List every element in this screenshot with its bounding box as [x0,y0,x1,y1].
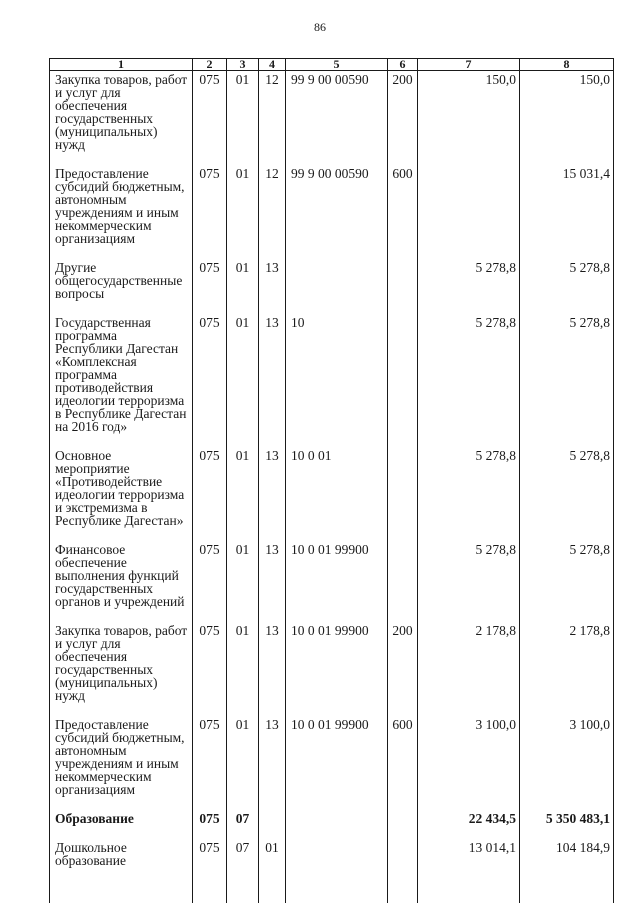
table-header-row [50,59,614,71]
cell-amount-8: 3 100,0 [520,716,614,810]
cell-section: 01 [227,716,259,810]
cell-name: Государственная программа Республики Дагестан «Комплексная программа противодействия идеологии терроризма в Республике Дагестан на 2016 год» [50,314,193,447]
cell-ministry: 075 [193,541,227,622]
table-row [50,839,614,903]
table-row [50,541,614,622]
cell-target-item [286,839,388,903]
cell-name: Предоставление субсидий бюджетным, автономным учреждениям и иным некоммерческим организациям [50,165,193,259]
cell-target-item: 10 0 01 [286,447,388,541]
cell-section: 01 [227,447,259,541]
column-header: 7 [418,59,520,71]
cell-amount-8: 2 178,8 [520,622,614,716]
table-row [50,716,614,810]
cell-subsection: 13 [259,314,286,447]
cell-expense-type: 200 [388,71,418,166]
cell-expense-type [388,447,418,541]
cell-target-item: 10 0 01 99900 [286,716,388,810]
cell-amount-7: 13 014,1 [418,839,520,903]
cell-section: 01 [227,622,259,716]
cell-section: 01 [227,71,259,166]
cell-name: Образование [50,810,193,839]
cell-section: 01 [227,259,259,314]
cell-target-item [286,810,388,839]
cell-amount-8: 5 350 483,1 [520,810,614,839]
cell-expense-type [388,259,418,314]
cell-ministry: 075 [193,810,227,839]
cell-section: 01 [227,314,259,447]
table-row [50,71,614,166]
cell-name: Основное мероприятие «Противодействие идеологии терроризма и экстремизма в Республике Дагестан» [50,447,193,541]
cell-amount-7: 2 178,8 [418,622,520,716]
table-row [50,622,614,716]
cell-section: 01 [227,541,259,622]
cell-ministry: 075 [193,839,227,903]
cell-amount-7 [418,165,520,259]
table-row [50,314,614,447]
table-row-section-total [50,810,614,839]
cell-amount-7: 22 434,5 [418,810,520,839]
cell-subsection: 12 [259,71,286,166]
column-header: 3 [227,59,259,71]
column-header: 4 [259,59,286,71]
cell-target-item: 99 9 00 00590 [286,165,388,259]
cell-amount-7: 150,0 [418,71,520,166]
cell-subsection: 01 [259,839,286,903]
cell-ministry: 075 [193,314,227,447]
cell-section: 07 [227,839,259,903]
cell-subsection: 13 [259,259,286,314]
cell-amount-7: 5 278,8 [418,447,520,541]
cell-target-item: 10 0 01 99900 [286,541,388,622]
cell-amount-7: 5 278,8 [418,541,520,622]
cell-name: Финансовое обеспечение выполнения функций государственных органов и учреждений [50,541,193,622]
column-header: 6 [388,59,418,71]
cell-amount-7: 3 100,0 [418,716,520,810]
cell-target-item: 99 9 00 00590 [286,71,388,166]
column-header: 5 [286,59,388,71]
cell-target-item: 10 0 01 99900 [286,622,388,716]
cell-amount-7: 5 278,8 [418,259,520,314]
cell-subsection: 13 [259,541,286,622]
cell-subsection [259,810,286,839]
cell-ministry: 075 [193,716,227,810]
cell-expense-type [388,314,418,447]
cell-subsection: 13 [259,716,286,810]
cell-amount-8: 15 031,4 [520,165,614,259]
cell-amount-8: 5 278,8 [520,447,614,541]
cell-target-item [286,259,388,314]
cell-ministry: 075 [193,447,227,541]
cell-section: 07 [227,810,259,839]
cell-expense-type: 600 [388,165,418,259]
cell-expense-type [388,839,418,903]
budget-table [49,58,614,903]
cell-name: Закупка товаров, работ и услуг для обеспечения государственных (муниципальных) нужд [50,622,193,716]
cell-expense-type [388,541,418,622]
cell-ministry: 075 [193,622,227,716]
column-header: 8 [520,59,614,71]
cell-name: Предоставление субсидий бюджетным, автономным учреждениям и иным некоммерческим организациям [50,716,193,810]
cell-amount-8: 5 278,8 [520,314,614,447]
cell-target-item: 10 [286,314,388,447]
cell-amount-8: 150,0 [520,71,614,166]
cell-name: Закупка товаров, работ и услуг для обеспечения государственных (муниципальных) нужд [50,71,193,166]
cell-name: Другие общегосударственные вопросы [50,259,193,314]
cell-expense-type: 600 [388,716,418,810]
table-row [50,165,614,259]
column-header: 1 [50,59,193,71]
cell-subsection: 12 [259,165,286,259]
cell-amount-8: 5 278,8 [520,259,614,314]
cell-subsection: 13 [259,622,286,716]
cell-expense-type: 200 [388,622,418,716]
cell-amount-7: 5 278,8 [418,314,520,447]
table-row [50,447,614,541]
cell-expense-type [388,810,418,839]
cell-ministry: 075 [193,165,227,259]
cell-subsection: 13 [259,447,286,541]
page-number: 86 [314,20,326,34]
cell-ministry: 075 [193,71,227,166]
cell-section: 01 [227,165,259,259]
table-row [50,259,614,314]
cell-ministry: 075 [193,259,227,314]
cell-name: Дошкольное образование [50,839,193,903]
cell-amount-8: 5 278,8 [520,541,614,622]
column-header: 2 [193,59,227,71]
cell-amount-8: 104 184,9 [520,839,614,903]
